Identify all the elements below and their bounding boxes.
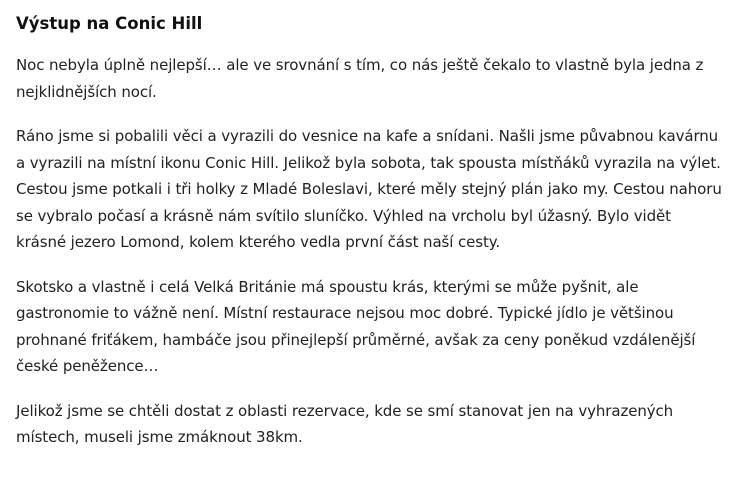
paragraph-4: Jelikož jsme se chtěli dostat z oblasti rezervace, kde se smí stanovat jen na vyhrazených místech, museli jsme zmáknout 38km. (16, 401, 674, 446)
article-title: Výstup na Conic Hill (16, 14, 203, 33)
paragraph-2: Ráno jsme si pobalili věci a vyrazili do vesnice na kafe a snídani. Našli jsme půvabnou kavárnu a vyrazili na místní ikonu Conic Hill. Jelikož byla sobota, tak spousta místňáků vyrazila na výlet. Cestou jsme potkali i tři holky z Mladé Boleslavi, které měly stejný plán jako my. Cestou nahoru se vybralo počasí a krásně nám svítilo sluníčko. Výhled na vrcholu byl úžasný. Bylo vidět krásné jezero Lomond, kolem kterého vedla první část naší cesty. (16, 127, 722, 251)
paragraph-3: Skotsko a vlastně i celá Velká Británie má spoustu krás, kterými se může pyšnit, ale gastronomie to vážně není. Místní restaurace nejsou moc dobré. Typické jídlo je většinou prohnané friťákem, hambáče jsou přinejlepší průměrné, avšak za ceny poněkud vzdálenější české peněžence… (16, 277, 696, 375)
paragraph-1: Noc nebyla úplně nejlepší… ale ve srovnání s tím, co nás ještě čekalo to vlastně byla jedna z nejklidnějších nocí. (16, 56, 704, 101)
